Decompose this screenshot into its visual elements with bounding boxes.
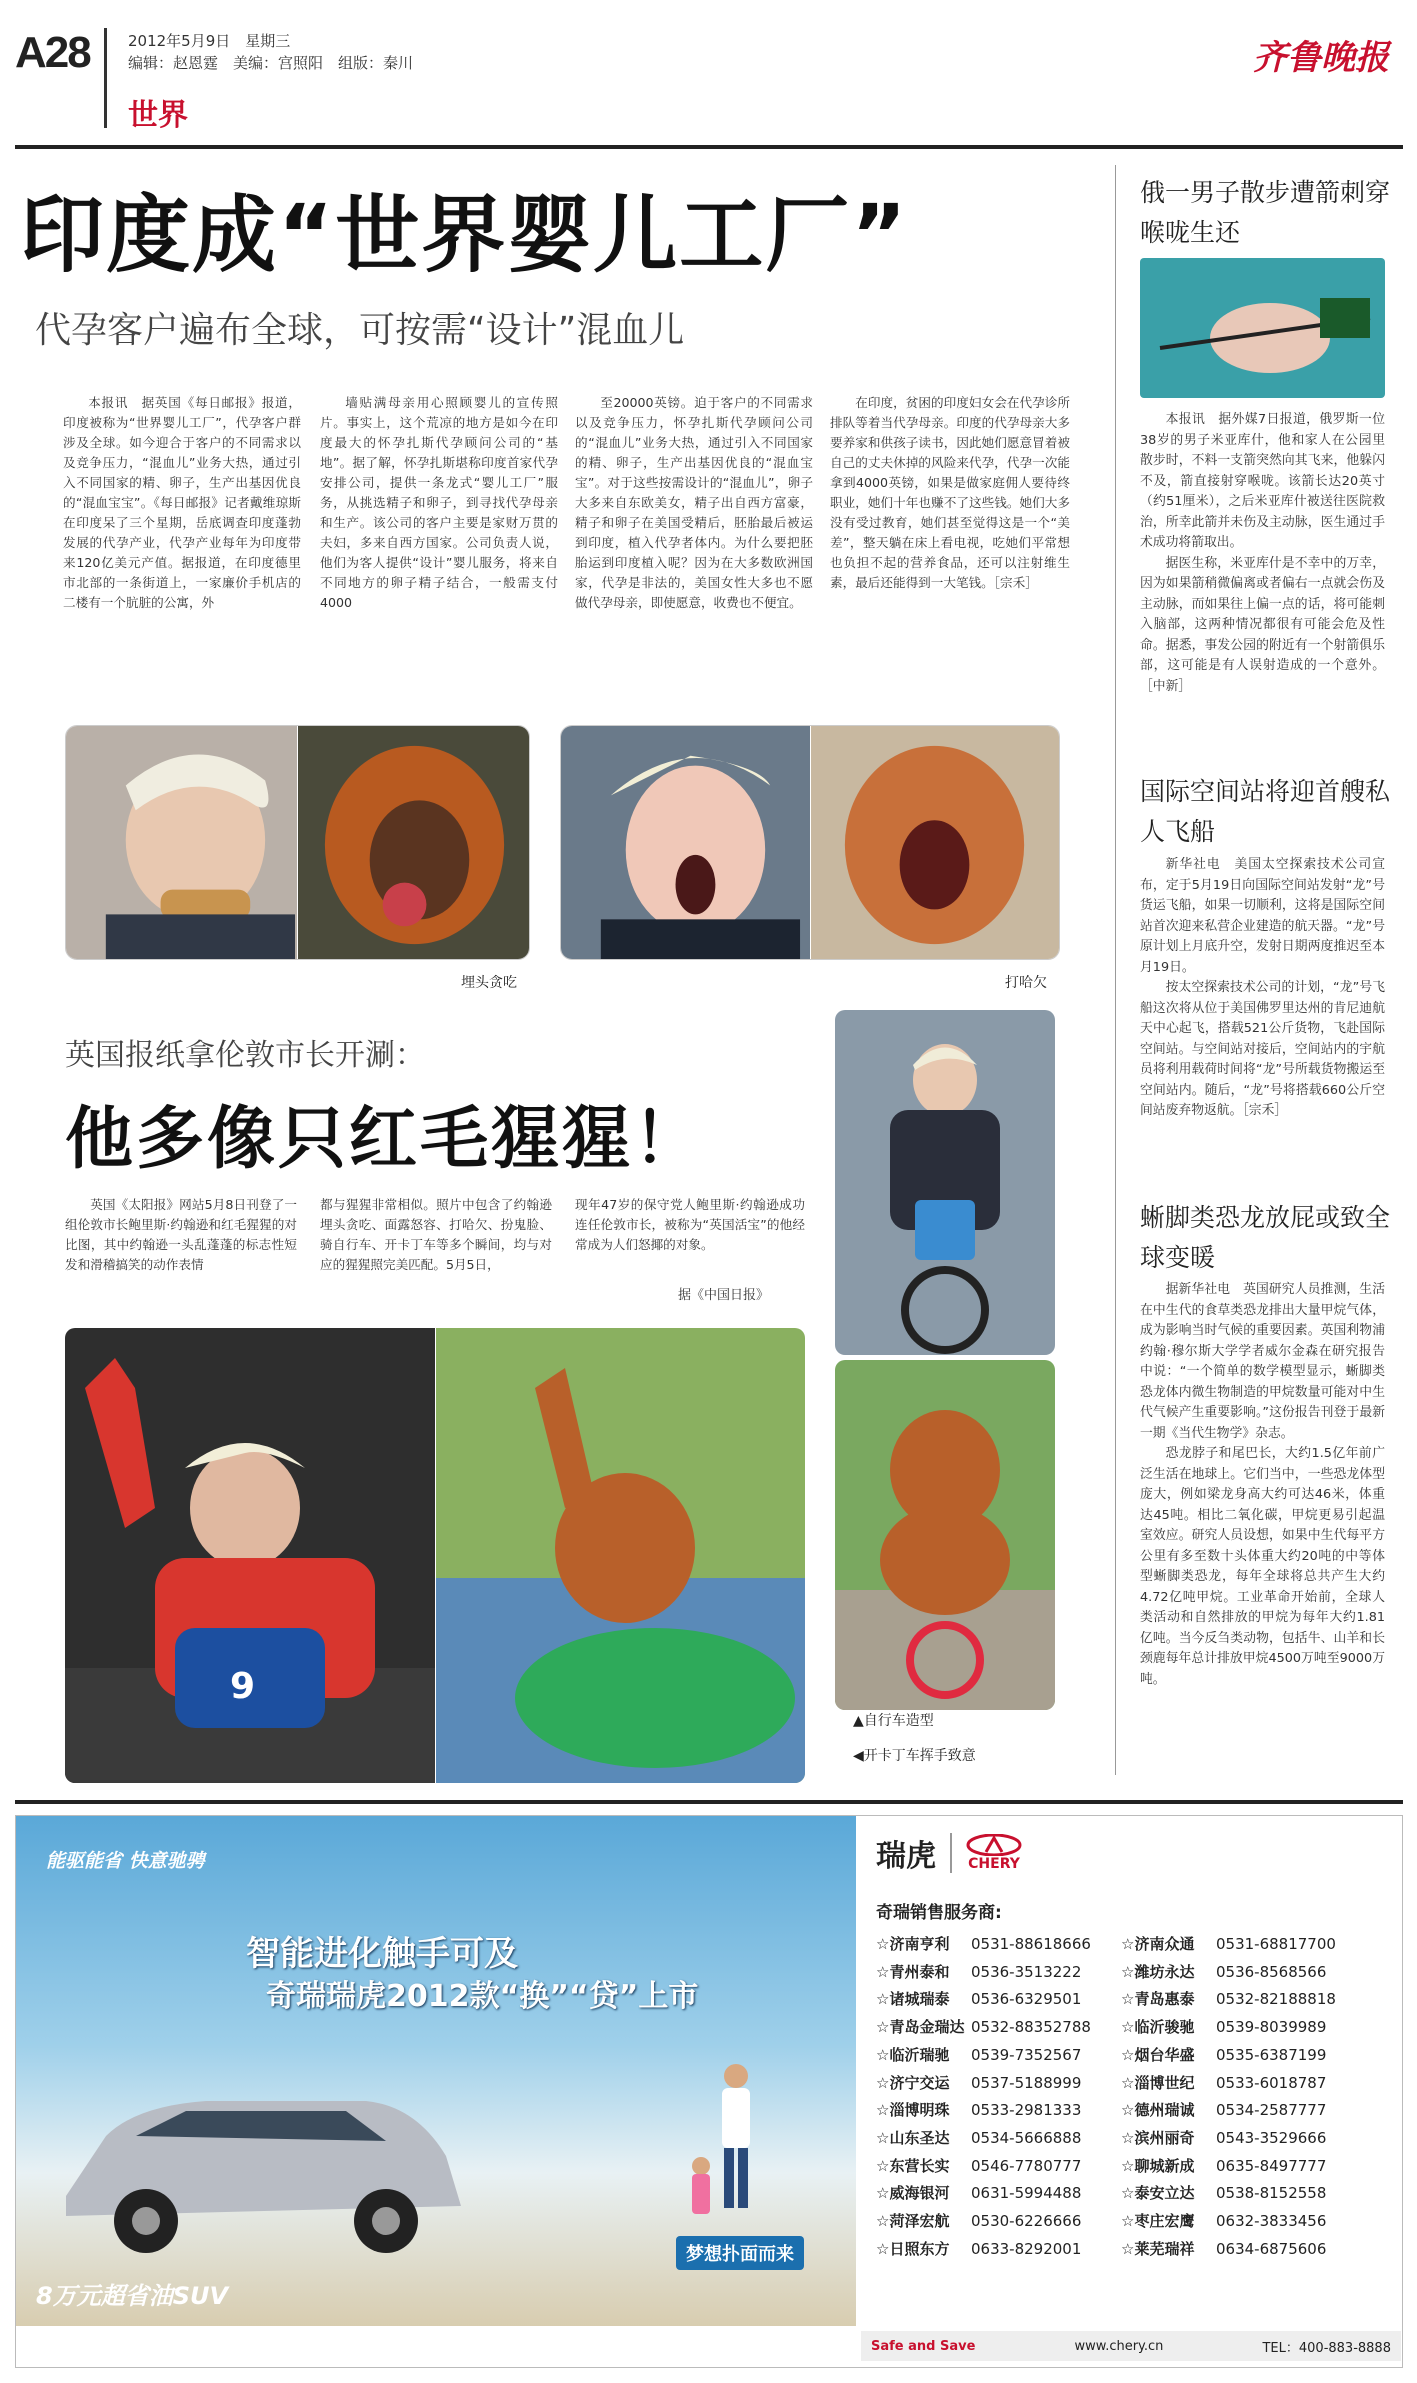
dealer-row <box>876 2208 1386 2236</box>
sidebar-text-arrow <box>1140 410 1385 740</box>
ad-bottom-slogan: 8万元超省油SUV <box>36 2282 229 2310</box>
dealer-row <box>876 1986 1386 2014</box>
brand-en: CHERY <box>968 1856 1020 1872</box>
photo-mayor-bike <box>835 1010 1055 1355</box>
dealer-name: ☆临沂瑞驰 <box>876 2045 950 2064</box>
photo-arrow-surgery <box>1140 258 1385 398</box>
sidebar-title-dinosaur: 蜥脚类恐龙放屁或致全球变暖 <box>1140 1203 1391 1272</box>
lead-column-1: 本报讯 据英国《每日邮报》报道，印度被称为“世界婴儿工厂”，代孕客户群涉及全球。如今迎合于客户的不同需求以及竞争压力，“混血儿”业务大热，通过引入不同国家的精、卵子，生产出基因优良的“混血宝宝”。《每日邮报》记者戴维琼斯在印度呆了三个星期，岳底调查印度蓬勃发展的代孕产业，代孕产业每年为印度带来120亿美元产值。据报道，在印度德里市北部的一条街道上，一家廉价手机店的二楼有一个肮脏的公寓，外 <box>63 395 301 610</box>
dealer-name: ☆淄博世纪 <box>1121 2073 1195 2092</box>
ad-line-2: 奇瑞瑞虎2012款“换”“贷”上市 <box>266 1979 699 2014</box>
dealer-phone: 0634-6875606 <box>1216 2239 1327 2258</box>
dealer-phone: 0543-3529666 <box>1216 2128 1327 2147</box>
svg-text:9: 9 <box>230 1666 256 1707</box>
dealer-phone: 0546-7780777 <box>971 2156 1082 2175</box>
dealer-list <box>876 1931 1386 2263</box>
dealer-phone: 0537-5188999 <box>971 2073 1082 2092</box>
dealer-phone: 0632-3833456 <box>1216 2212 1327 2231</box>
issue-date: 2012年5月9日 星期三 <box>128 32 291 50</box>
footer-tel: TEL：400-883-8888 <box>1262 2340 1391 2356</box>
dealer-name: ☆青州泰和 <box>876 1962 950 1981</box>
dealer-row <box>876 2070 1386 2098</box>
feature-headline: 他多像只红毛猩猩！ <box>65 1100 705 1179</box>
caption-kart: ◀开卡丁车挥手致意 <box>853 1748 976 1764</box>
sidebar-title-space: 国际空间站将迎首艘私人飞船 <box>1140 777 1391 846</box>
dealer-name: ☆枣庄宏鹰 <box>1121 2212 1195 2231</box>
dealer-name: ☆滨州丽奇 <box>1121 2128 1195 2147</box>
dealer-name: ☆济南亨利 <box>876 1935 950 1953</box>
ad-dream-badge: 梦想扑面而来 <box>676 2236 804 2270</box>
ad-footer <box>861 2331 1401 2361</box>
caption-eating: 埋头贪吃 <box>461 975 517 991</box>
dealer-row <box>876 2097 1386 2125</box>
dealer-phone: 0531-68817700 <box>1216 1935 1336 1953</box>
chery-advertisement <box>15 1815 1403 2368</box>
dealer-phone: 0633-8292001 <box>971 2239 1082 2258</box>
sidebar-text-space <box>1140 855 1385 1175</box>
dealer-phone: 0536-6329501 <box>971 1990 1082 2009</box>
dealer-phone: 0534-2587777 <box>1216 2101 1327 2120</box>
lead-column-4: 在印度，贫困的印度妇女会在代孕诊所排队等着当代孕母亲。印度的代孕母亲大多要养家和供孩子读书，因此她们愿意冒着被自己的丈夫休掉的风险来代孕，代孕一次能拿到4000英镑，如果是做家庭佣人要待终职业，她们十年也赚不了这些钱。她们大多没有受过教育，她们甚至觉得这是一个“美差”，整天躺在床上看电视，吃她们平常想也负担不起的营养食品，还可以注射维生素，最后还能得到一大笔钱。［宗禾］ <box>830 395 1070 590</box>
dealer-name: ☆诸城瑞泰 <box>876 1990 950 2009</box>
dealer-phone: 0536-3513222 <box>971 1962 1082 1981</box>
dealer-phone: 0533-6018787 <box>1216 2073 1327 2092</box>
dealer-name: ☆德州瑞诚 <box>1121 2101 1195 2120</box>
dealer-phone: 0538-8152558 <box>1216 2184 1327 2203</box>
sidebar-para: 新华社电 美国太空探索技术公司宣布，定于5月19日向国际空间站发射“龙”号货运飞船，如果一切顺利，这将是国际空间站首次迎来私营企业建造的航天器。“龙”号原计划上月底升空，发射日期两度推迟至本月19日。 <box>1140 857 1385 975</box>
dealer-phone: 0631-5994488 <box>971 2184 1082 2203</box>
photo-pair-yawning <box>560 725 1060 960</box>
caption-yawning: 打哈欠 <box>1005 975 1047 991</box>
dealer-row <box>876 2042 1386 2070</box>
newspaper-logo: 齐鲁晚报 <box>1253 38 1389 78</box>
sidebar-divider <box>1115 165 1116 1775</box>
brand-cn: 瑞虎 <box>876 1839 936 1874</box>
ad-brand <box>876 1831 1022 1875</box>
dealer-name: ☆烟台华盛 <box>1121 2045 1195 2064</box>
dealer-name: ☆东营长实 <box>876 2156 950 2175</box>
sidebar-para: 据医生称，米亚库什是不幸中的万幸，因为如果箭稍微偏离或者偏右一点就会伤及主动脉，而如果往上偏一点的话，将可能刺入脑部，这两种情况都很有可能会危及性命。据悉，事发公园的附近有一个射箭俱乐部，这可能是有人误射造成的一个意外。［中新］ <box>1140 555 1385 694</box>
dealer-name: ☆临沂骏驰 <box>1121 2018 1195 2037</box>
family-illustration <box>676 2056 796 2236</box>
dealer-name: ☆泰安立达 <box>1121 2184 1195 2203</box>
dealer-phone: 0535-6387199 <box>1216 2045 1327 2064</box>
sidebar-para: 本报讯 据外媒7日报道，俄罗斯一位38岁的男子米亚库什，他和家人在公园里散步时，不料一支箭突然向其飞来，他躲闪不及，箭直接射穿喉咙。该箭长达20英寸（约51厘米），之后米亚库什被送往医院救治，所幸此箭并未伤及主动脉，医生通过手术成功将箭取出。 <box>1140 412 1385 550</box>
ad-line-1: 智能进化触手可及 <box>246 1934 518 1974</box>
photo-pair-karting <box>65 1328 805 1783</box>
dealer-phone: 0530-6226666 <box>971 2212 1082 2231</box>
ad-slogan-1: 能驱能省 <box>46 1850 123 1872</box>
lead-subhead: 代孕客户遍布全球，可按需“设计”混血儿 <box>35 310 685 351</box>
dealer-name: ☆济宁交运 <box>876 2073 950 2092</box>
dealer-phone: 0531-88618666 <box>971 1935 1091 1953</box>
caption-bike: ▲自行车造型 <box>853 1713 934 1729</box>
dealer-phone: 0532-82188818 <box>1216 1990 1336 2009</box>
dealer-name: ☆聊城新成 <box>1121 2156 1195 2175</box>
dealer-phone: 0536-8568566 <box>1216 1962 1327 1981</box>
dealer-name: ☆青岛惠泰 <box>1121 1990 1195 2009</box>
footer-url: www.chery.cn <box>1074 2338 1164 2354</box>
header-divider <box>104 28 107 128</box>
ad-slogan-2: 快意驰骋 <box>128 1850 205 1872</box>
footer-safe: Safe and Save <box>871 2338 976 2354</box>
dealer-name: ☆青岛金瑞达 <box>876 2018 965 2037</box>
dealer-name: ☆济南众通 <box>1121 1935 1195 1953</box>
lead-column-3: 至20000英镑。迫于客户的不同需求以及竞争压力，怀孕扎斯代孕顾问公司的“混血儿”业务大热，通过引入不同国家的精、卵子，生产出基因优良的“混血宝宝”。对于这些按需设计的“混血儿”，卵子大多来自东欧美女，精子出自西方富豪，精子和卵子在美国受精后，胚胎最后被运到印度，植入代孕者体内。为什么要把胚胎运到印度植入呢？因为在大多数欧洲国家，代孕是非法的，美国女性大多也不愿做代孕母亲，即使愿意，收费也不便宜。 <box>575 395 813 610</box>
dealer-phone: 0539-7352567 <box>971 2045 1082 2064</box>
feature-kicker: 英国报纸拿伦敦市长开涮： <box>65 1038 425 1073</box>
sidebar-title-arrow: 俄一男子散步遭箭刺穿喉咙生还 <box>1140 178 1391 247</box>
photo-orangutan-bike <box>835 1360 1055 1710</box>
dealer-name: ☆莱芜瑞祥 <box>1121 2239 1195 2258</box>
dealer-row <box>876 1959 1386 1987</box>
sidebar-para: 恐龙脖子和尾巴长，大约1.5亿年前广泛生活在地球上。它们当中，一些恐龙体型庞大，例如梁龙身高大约可达46米，体重达45吨。相比二氧化碳，甲烷更易引起温室效应。研究人员设想，如果中生代每平方公里有多至数十头体重大约20吨的中等体型蜥脚类恐龙，每年全球将总共产生大约4.72亿吨甲烷。工业革命开始前，全球人类活动和自然排放的甲烷为每年大约1.81亿吨。当今反刍类动物，包括牛、山羊和长颈鹿每年总计排放甲烷4500万吨至9000万吨。 <box>1140 1446 1385 1687</box>
photo-pair-eating <box>65 725 530 960</box>
sidebar-para: 据新华社电 英国研究人员推测，生活在中生代的食草类恐龙排出大量甲烷气体，成为影响当时气候的重要因素。英国利物浦约翰·穆尔斯大学学者威尔金森在研究报告中说：“一个简单的数学模型显示，蜥脚类恐龙体内微生物制造的甲烷数量可能对中生代气候产生重要影响。”这份报告刊登于最新一期《当代生物学》杂志。 <box>1140 1282 1385 1441</box>
dealer-phone: 0534-5666888 <box>971 2128 1082 2147</box>
dealer-row <box>876 1931 1386 1959</box>
dealer-name: ☆菏泽宏航 <box>876 2212 950 2231</box>
dealer-row <box>876 2014 1386 2042</box>
sidebar-text-dinosaur <box>1140 1280 1385 1780</box>
car-illustration <box>46 2046 476 2266</box>
header-rule <box>15 145 1403 149</box>
dealer-row <box>876 2180 1386 2208</box>
feature-source: 据《中国日报》 <box>678 1288 770 1303</box>
feature-column-3: 现年47岁的保守党人鲍里斯·约翰逊成功连任伦敦市长，被称为“英国活宝”的他经常成为人们怒揶的对象。 <box>575 1197 805 1252</box>
dealer-phone: 0532-88352788 <box>971 2018 1091 2037</box>
dealer-name: ☆淄博明珠 <box>876 2101 950 2120</box>
dealer-row <box>876 2153 1386 2181</box>
feature-column-1: 英国《太阳报》网站5月8日刊登了一组伦敦市长鲍里斯·约翰逊和红毛猩猩的对比图，其中约翰逊一头乱蓬蓬的标志性短发和滑稽搞笑的动作表情 <box>65 1197 297 1272</box>
lead-headline: 印度成“世界婴儿工厂” <box>20 186 909 284</box>
dealer-row <box>876 2125 1386 2153</box>
dealer-phone: 0635-8497777 <box>1216 2156 1327 2175</box>
dealer-row <box>876 2236 1386 2264</box>
dealer-heading: 奇瑞销售服务商: <box>876 1903 1002 1923</box>
ad-banner <box>16 1816 856 2326</box>
lead-column-2: 墙贴满母亲用心照顾婴儿的宣传照片。事实上，这个荒凉的地方是如今在印度最大的怀孕扎斯代孕顾问公司的“基地”。据了解，怀孕扎斯堪称印度首家代孕安排公司，提供一条龙式“婴儿工厂”服务，从挑选精子和卵子，到寻找代孕母亲和生产。该公司的客户主要是家财万贯的夫妇，多来自西方国家。公司负责人说，他们为客人提供“设计”婴儿服务，将来自不同地方的卵子精子结合，一般需支付4000 <box>320 395 558 610</box>
page-number: A28 <box>15 28 90 77</box>
section-label: 世界 <box>128 98 188 133</box>
feature-column-2: 都与猩猩非常相似。照片中包含了约翰逊埋头贪吃、面露怒容、打哈欠、扮鬼脸、骑自行车、开卡丁车等多个瞬间，均与对应的猩猩照完美匹配。5月5日， <box>320 1197 552 1272</box>
dealer-name: ☆潍坊永达 <box>1121 1962 1195 1981</box>
dealer-name: ☆日照东方 <box>876 2239 950 2258</box>
sidebar-para: 按太空探索技术公司的计划，“龙”号飞船这次将从位于美国佛罗里达州的肯尼迪航天中心起飞，搭载521公斤货物，飞赴国际空间站。与空间站对接后，空间站内的宇航员将利用载荷时间将“龙”号所载货物搬运至空间站内。随后，“龙”号将搭载660公斤空间站废弃物返航。［宗禾］ <box>1140 980 1385 1118</box>
staff-credits: 编辑：赵恩霆 美编：宫照阳 组版：秦川 <box>128 54 414 72</box>
chery-logo-icon <box>966 1834 1022 1872</box>
dealer-phone: 0539-8039989 <box>1216 2018 1327 2037</box>
dealer-name: ☆威海银河 <box>876 2184 950 2203</box>
content-bottom-rule <box>15 1800 1403 1804</box>
dealer-phone: 0533-2981333 <box>971 2101 1082 2120</box>
dealer-name: ☆山东圣达 <box>876 2128 950 2147</box>
